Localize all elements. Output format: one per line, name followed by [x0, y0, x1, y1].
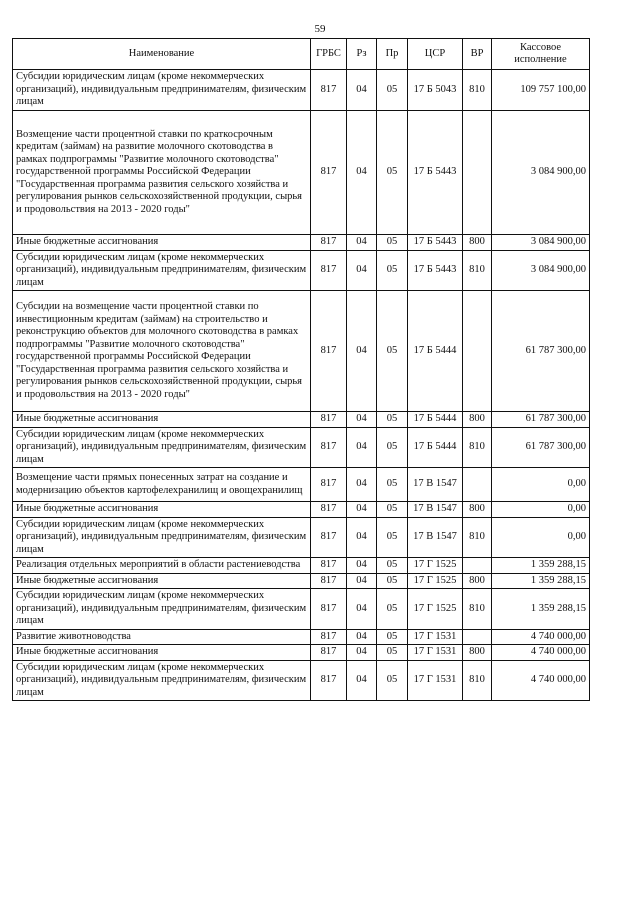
table-row — [13, 427, 590, 468]
cell-name: Реализация отдельных мероприятий в области растениеводства — [13, 558, 311, 574]
table-row — [13, 629, 590, 645]
cell-vr: 800 — [463, 645, 492, 661]
cell-vr: 800 — [463, 573, 492, 589]
table-row — [13, 235, 590, 251]
cell-grbs: 817 — [311, 110, 347, 235]
cell-csr: 17 Г 1525 — [408, 558, 463, 574]
cell-grbs: 817 — [311, 291, 347, 412]
cell-vr — [463, 291, 492, 412]
cell-pr: 05 — [377, 110, 408, 235]
cell-grbs: 817 — [311, 70, 347, 111]
header-grbs: ГРБС — [311, 39, 347, 70]
table-row — [13, 250, 590, 291]
cell-vr — [463, 468, 492, 502]
cell-amount: 3 084 900,00 — [492, 250, 590, 291]
header-pr: Пр — [377, 39, 408, 70]
cell-rz: 04 — [347, 468, 377, 502]
cell-name: Иные бюджетные ассигнования — [13, 502, 311, 518]
cell-name: Субсидии юридическим лицам (кроме некоммерческих организаций), индивидуальным предпринимателям, физическим лицам — [13, 427, 311, 468]
cell-vr — [463, 558, 492, 574]
cell-name: Субсидии юридическим лицам (кроме некоммерческих организаций), индивидуальным предпринимателям, физическим лицам — [13, 517, 311, 558]
cell-csr: 17 Б 5444 — [408, 427, 463, 468]
cell-amount: 3 084 900,00 — [492, 110, 590, 235]
cell-csr: 17 Б 5443 — [408, 110, 463, 235]
table-row — [13, 660, 590, 701]
cell-vr: 810 — [463, 70, 492, 111]
cell-name: Субсидии на возмещение части процентной ставки по инвестиционным кредитам (займам) на строительство и реконструкцию объектов для молочного скотоводства в рамках подпрограммы "Развитие молочного скотоводства" государственной программы Российской Федерации "Государственная программа развития сельского хозяйства и регулирования рынков сельскохозяйственной продукции, сырья и продовольствия на 2013 - 2020 годы" — [13, 291, 311, 412]
cell-pr: 05 — [377, 235, 408, 251]
cell-name: Иные бюджетные ассигнования — [13, 412, 311, 428]
cell-csr: 17 Г 1531 — [408, 645, 463, 661]
cell-grbs: 817 — [311, 502, 347, 518]
cell-amount: 3 084 900,00 — [492, 235, 590, 251]
cell-vr: 810 — [463, 427, 492, 468]
cell-vr: 810 — [463, 517, 492, 558]
cell-rz: 04 — [347, 235, 377, 251]
cell-grbs: 817 — [311, 235, 347, 251]
cell-name: Возмещение части процентной ставки по краткосрочным кредитам (займам) на развитие молочного скотоводства в рамках подпрограммы "Развитие молочного скотоводства" государственной программы Российской Федерации "Государственная программа развития сельского хозяйства и регулирования рынков сельскохозяйственной продукции, сырья и продовольствия на 2013 - 2020 годы" — [13, 110, 311, 235]
cell-grbs: 817 — [311, 517, 347, 558]
cell-pr: 05 — [377, 291, 408, 412]
cell-rz: 04 — [347, 502, 377, 518]
cell-amount: 0,00 — [492, 468, 590, 502]
cell-name: Субсидии юридическим лицам (кроме некоммерческих организаций), индивидуальным предпринимателям, физическим лицам — [13, 70, 311, 111]
cell-csr: 17 Г 1531 — [408, 660, 463, 701]
cell-csr: 17 Г 1525 — [408, 589, 463, 630]
cell-grbs: 817 — [311, 589, 347, 630]
cell-grbs: 817 — [311, 573, 347, 589]
cell-name: Возмещение части прямых понесенных затрат на создание и модернизацию объектов картофелехранилищ и овощехранилищ — [13, 468, 311, 502]
header-row — [13, 39, 590, 70]
budget-table — [12, 38, 590, 701]
table-row — [13, 645, 590, 661]
cell-pr: 05 — [377, 660, 408, 701]
cell-name: Иные бюджетные ассигнования — [13, 573, 311, 589]
cell-pr: 05 — [377, 573, 408, 589]
cell-grbs: 817 — [311, 468, 347, 502]
cell-pr: 05 — [377, 502, 408, 518]
cell-pr: 05 — [377, 468, 408, 502]
cell-pr: 05 — [377, 250, 408, 291]
cell-name: Иные бюджетные ассигнования — [13, 235, 311, 251]
cell-grbs: 817 — [311, 660, 347, 701]
cell-vr — [463, 629, 492, 645]
table-row — [13, 291, 590, 412]
table-row — [13, 589, 590, 630]
table-row — [13, 412, 590, 428]
header-name: Наименование — [13, 39, 311, 70]
cell-vr: 810 — [463, 660, 492, 701]
cell-pr: 05 — [377, 589, 408, 630]
cell-vr: 800 — [463, 412, 492, 428]
cell-amount: 4 740 000,00 — [492, 645, 590, 661]
cell-vr — [463, 110, 492, 235]
cell-name: Субсидии юридическим лицам (кроме некоммерческих организаций), индивидуальным предпринимателям, физическим лицам — [13, 589, 311, 630]
cell-rz: 04 — [347, 291, 377, 412]
cell-grbs: 817 — [311, 558, 347, 574]
cell-csr: 17 Б 5444 — [408, 291, 463, 412]
cell-rz: 04 — [347, 250, 377, 291]
cell-csr: 17 В 1547 — [408, 517, 463, 558]
table-row — [13, 573, 590, 589]
cell-amount: 61 787 300,00 — [492, 427, 590, 468]
cell-amount: 0,00 — [492, 502, 590, 518]
cell-grbs: 817 — [311, 645, 347, 661]
cell-rz: 04 — [347, 558, 377, 574]
cell-rz: 04 — [347, 589, 377, 630]
cell-vr: 810 — [463, 250, 492, 291]
cell-name: Иные бюджетные ассигнования — [13, 645, 311, 661]
cell-amount: 0,00 — [492, 517, 590, 558]
table-row — [13, 502, 590, 518]
page-number: 59 — [314, 23, 326, 35]
cell-rz: 04 — [347, 645, 377, 661]
cell-rz: 04 — [347, 573, 377, 589]
cell-pr: 05 — [377, 645, 408, 661]
table-header — [13, 39, 590, 70]
cell-name: Развитие животноводства — [13, 629, 311, 645]
header-kassa: Кассовое исполнение — [492, 39, 590, 70]
cell-pr: 05 — [377, 558, 408, 574]
cell-csr: 17 Б 5443 — [408, 235, 463, 251]
cell-amount: 1 359 288,15 — [492, 589, 590, 630]
cell-grbs: 817 — [311, 629, 347, 645]
cell-rz: 04 — [347, 660, 377, 701]
cell-amount: 109 757 100,00 — [492, 70, 590, 111]
cell-amount: 61 787 300,00 — [492, 412, 590, 428]
table-row — [13, 468, 590, 502]
cell-name: Субсидии юридическим лицам (кроме некоммерческих организаций), индивидуальным предпринимателям, физическим лицам — [13, 660, 311, 701]
header-csr: ЦСР — [408, 39, 463, 70]
cell-csr: 17 Г 1531 — [408, 629, 463, 645]
cell-vr: 810 — [463, 589, 492, 630]
cell-amount: 1 359 288,15 — [492, 573, 590, 589]
cell-amount: 4 740 000,00 — [492, 629, 590, 645]
table-row — [13, 70, 590, 111]
cell-amount: 1 359 288,15 — [492, 558, 590, 574]
cell-csr: 17 В 1547 — [408, 468, 463, 502]
cell-pr: 05 — [377, 629, 408, 645]
header-rz: Рз — [347, 39, 377, 70]
table-row — [13, 110, 590, 235]
cell-vr: 800 — [463, 235, 492, 251]
table-body — [13, 70, 590, 701]
header-vr: ВР — [463, 39, 492, 70]
cell-grbs: 817 — [311, 412, 347, 428]
cell-pr: 05 — [377, 517, 408, 558]
cell-vr: 800 — [463, 502, 492, 518]
cell-rz: 04 — [347, 427, 377, 468]
cell-rz: 04 — [347, 70, 377, 111]
cell-csr: 17 В 1547 — [408, 502, 463, 518]
cell-name: Субсидии юридическим лицам (кроме некоммерческих организаций), индивидуальным предпринимателям, физическим лицам — [13, 250, 311, 291]
cell-pr: 05 — [377, 427, 408, 468]
table-row — [13, 558, 590, 574]
cell-rz: 04 — [347, 412, 377, 428]
cell-amount: 61 787 300,00 — [492, 291, 590, 412]
cell-csr: 17 Б 5444 — [408, 412, 463, 428]
table-row — [13, 517, 590, 558]
cell-csr: 17 Б 5043 — [408, 70, 463, 111]
cell-rz: 04 — [347, 517, 377, 558]
cell-amount: 4 740 000,00 — [492, 660, 590, 701]
cell-pr: 05 — [377, 70, 408, 111]
cell-pr: 05 — [377, 412, 408, 428]
cell-rz: 04 — [347, 110, 377, 235]
cell-csr: 17 Б 5443 — [408, 250, 463, 291]
cell-grbs: 817 — [311, 250, 347, 291]
cell-rz: 04 — [347, 629, 377, 645]
cell-csr: 17 Г 1525 — [408, 573, 463, 589]
cell-grbs: 817 — [311, 427, 347, 468]
